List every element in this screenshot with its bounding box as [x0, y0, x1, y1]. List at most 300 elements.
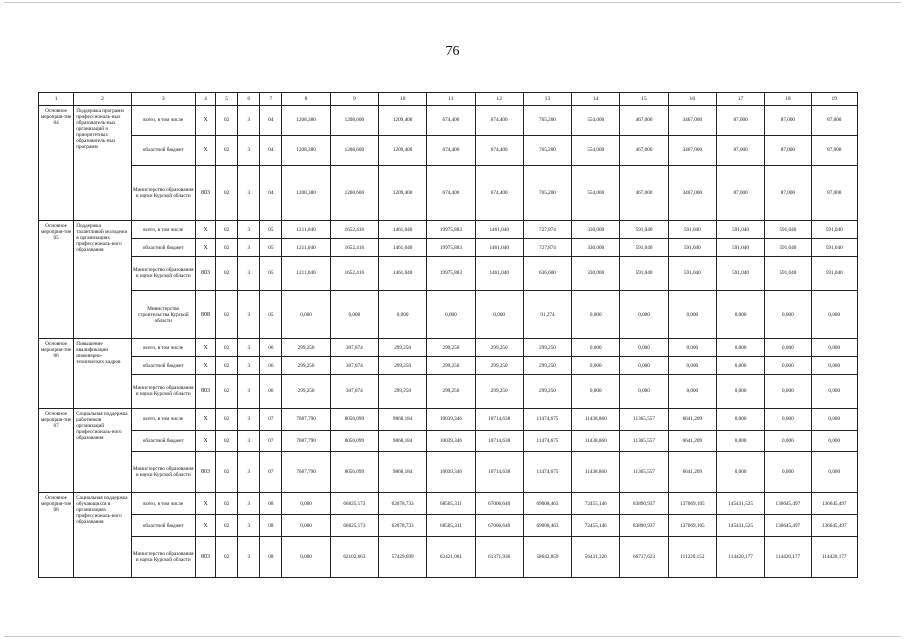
budget-code-cell: 3	[238, 239, 260, 257]
amount-cell: 299,250	[523, 375, 571, 408]
table-row	[39, 452, 858, 493]
funding-source-cell: всего, в том числе	[131, 106, 195, 136]
budget-code-cell: 02	[216, 408, 238, 430]
amount-cell: 57429,699	[378, 537, 426, 578]
table-row	[39, 515, 858, 537]
amount-cell: 145431,525	[716, 493, 764, 515]
amount-cell: 0,000	[811, 357, 857, 375]
amount-cell: 591,040	[668, 221, 716, 239]
amount-cell: 307,874	[330, 339, 378, 357]
funding-source-cell: всего, в том числе	[131, 221, 195, 239]
budget-code-cell: 3	[238, 339, 260, 357]
funding-source-cell: областной бюджет	[131, 357, 195, 375]
amount-cell: 7687,790	[282, 452, 330, 493]
amount-cell: 0,000	[620, 357, 668, 375]
budget-code-cell: 3	[238, 290, 260, 339]
amount-cell: 10039,346	[427, 430, 475, 452]
budget-code-cell: 05	[260, 290, 282, 339]
budget-code-cell: 05	[260, 239, 282, 257]
column-number-5: 5	[216, 93, 238, 106]
amount-cell: 87,000	[765, 165, 811, 221]
amount-cell: 0,000	[811, 408, 857, 430]
amount-cell: 591,040	[620, 257, 668, 290]
budget-code-cell: 3	[238, 106, 260, 136]
amount-cell: 137069,105	[668, 493, 716, 515]
amount-cell: 6641,209	[668, 430, 716, 452]
amount-cell: 62078,733	[378, 493, 426, 515]
budget-code-cell: 803	[195, 257, 215, 290]
amount-cell: 299,250	[282, 339, 330, 357]
amount-cell: 56431,326	[572, 537, 620, 578]
amount-cell: 66825,173	[330, 493, 378, 515]
budget-code-cell: X	[195, 221, 215, 239]
amount-cell: 1208,600	[330, 106, 378, 136]
amount-cell: 299,250	[523, 339, 571, 357]
budget-code-cell: 3	[238, 221, 260, 239]
amount-cell: 11438,860	[572, 452, 620, 493]
top-rule	[4, 2, 901, 3]
amount-cell: 591,040	[811, 221, 857, 239]
amount-cell: 68505,311	[427, 493, 475, 515]
amount-cell: 0,000	[765, 290, 811, 339]
budget-code-cell: 3	[238, 375, 260, 408]
table-row	[39, 106, 858, 136]
amount-cell: 1461,040	[378, 239, 426, 257]
amount-cell: 0,000	[282, 537, 330, 578]
amount-cell: 62421,061	[427, 537, 475, 578]
amount-cell: 11474,675	[523, 430, 571, 452]
amount-cell: 68505,311	[427, 515, 475, 537]
amount-cell: 299,250	[427, 375, 475, 408]
amount-cell: 1652,416	[330, 257, 378, 290]
amount-cell: 591,040	[620, 221, 668, 239]
amount-cell: 0,000	[282, 515, 330, 537]
event-name-cell: Поддержка программ профессиональ-ных образователь-ных организаций и приоритетных образователь-ных программ	[74, 106, 131, 221]
budget-code-cell: X	[195, 430, 215, 452]
amount-cell: 0,000	[765, 375, 811, 408]
funding-source-cell: Министерство образования и науки Курской области	[131, 257, 195, 290]
amount-cell: 69008,463	[523, 515, 571, 537]
budget-code-cell: 803	[195, 375, 215, 408]
amount-cell: 0,000	[668, 290, 716, 339]
budget-code-cell: 06	[260, 357, 282, 375]
amount-cell: 299,250	[475, 357, 523, 375]
budget-code-cell: 3	[238, 515, 260, 537]
amount-cell: 10714,638	[475, 452, 523, 493]
event-number-cell: Основное мероприя-тие 07	[39, 408, 74, 493]
column-number-14: 14	[572, 93, 620, 106]
amount-cell: 1461,040	[475, 257, 523, 290]
amount-cell: 19975,883	[427, 239, 475, 257]
amount-cell: 0,000	[668, 357, 716, 375]
amount-cell: 0,000	[811, 290, 857, 339]
amount-cell: 0,000	[572, 339, 620, 357]
budget-code-cell: 803	[195, 537, 215, 578]
column-number-3: 3	[131, 93, 195, 106]
amount-cell: 1208,600	[330, 135, 378, 165]
amount-cell: 114420,177	[765, 537, 811, 578]
table-header-row	[39, 93, 858, 106]
amount-cell: 87,000	[765, 106, 811, 136]
amount-cell: 145431,525	[716, 515, 764, 537]
amount-cell: 0,000	[811, 452, 857, 493]
amount-cell: 9868,184	[378, 430, 426, 452]
table-row	[39, 408, 858, 430]
budget-code-cell: 07	[260, 430, 282, 452]
amount-cell: 467,000	[620, 135, 668, 165]
budget-code-cell: 02	[216, 537, 238, 578]
amount-cell: 114420,177	[811, 537, 857, 578]
amount-cell: 0,000	[572, 357, 620, 375]
budget-code-cell: 02	[216, 493, 238, 515]
amount-cell: 0,000	[668, 375, 716, 408]
budget-code-cell: 3	[238, 408, 260, 430]
amount-cell: 87,000	[811, 106, 857, 136]
budget-code-cell: 02	[216, 430, 238, 452]
budget-code-cell: 3	[238, 430, 260, 452]
budget-code-cell: 808	[195, 290, 215, 339]
funding-source-cell: всего, в том числе	[131, 339, 195, 357]
amount-cell: 0,000	[811, 375, 857, 408]
bottom-rule	[4, 636, 901, 637]
amount-cell: 136645,497	[811, 515, 857, 537]
amount-cell: 114420,177	[716, 537, 764, 578]
amount-cell: 69008,463	[523, 493, 571, 515]
amount-cell: 591,040	[716, 239, 764, 257]
amount-cell: 554,000	[572, 135, 620, 165]
amount-cell: 83890,937	[620, 515, 668, 537]
amount-cell: 299,250	[378, 339, 426, 357]
amount-cell: 19975,883	[427, 221, 475, 239]
amount-cell: 1211,040	[282, 257, 330, 290]
amount-cell: 87,000	[716, 106, 764, 136]
amount-cell: 0,000	[716, 339, 764, 357]
amount-cell: 72455,146	[572, 493, 620, 515]
amount-cell: 765,200	[523, 135, 571, 165]
column-number-15: 15	[620, 93, 668, 106]
amount-cell: 8056,099	[330, 452, 378, 493]
budget-table-body	[39, 93, 858, 578]
amount-cell: 0,000	[716, 408, 764, 430]
amount-cell: 591,040	[668, 239, 716, 257]
budget-code-cell: 02	[216, 135, 238, 165]
column-number-16: 16	[668, 93, 716, 106]
amount-cell: 66717,623	[620, 537, 668, 578]
amount-cell: 11365,557	[620, 408, 668, 430]
budget-code-cell: 02	[216, 452, 238, 493]
amount-cell: 0,000	[378, 290, 426, 339]
amount-cell: 9868,184	[378, 408, 426, 430]
amount-cell: 87,000	[765, 135, 811, 165]
budget-code-cell: 07	[260, 452, 282, 493]
column-number-11: 11	[427, 93, 475, 106]
column-number-7: 7	[260, 93, 282, 106]
amount-cell: 0,000	[620, 339, 668, 357]
budget-code-cell: 3	[238, 165, 260, 221]
amount-cell: 591,040	[765, 257, 811, 290]
amount-cell: 299,250	[282, 375, 330, 408]
amount-cell: 136645,497	[765, 493, 811, 515]
amount-cell: 87,000	[811, 165, 857, 221]
amount-cell: 765,200	[523, 106, 571, 136]
amount-cell: 136645,497	[765, 515, 811, 537]
budget-code-cell: 02	[216, 290, 238, 339]
amount-cell: 3467,000	[668, 135, 716, 165]
budget-code-cell: 02	[216, 165, 238, 221]
budget-code-cell: 04	[260, 165, 282, 221]
amount-cell: 0,000	[282, 493, 330, 515]
amount-cell: 58642,859	[523, 537, 571, 578]
budget-code-cell: 04	[260, 106, 282, 136]
budget-code-cell: 02	[216, 357, 238, 375]
amount-cell: 299,250	[475, 339, 523, 357]
column-number-9: 9	[330, 93, 378, 106]
amount-cell: 727,874	[523, 221, 571, 239]
budget-code-cell: 05	[260, 221, 282, 239]
budget-code-cell: 3	[238, 357, 260, 375]
column-number-12: 12	[475, 93, 523, 106]
column-number-17: 17	[716, 93, 764, 106]
amount-cell: 674,400	[427, 135, 475, 165]
budget-code-cell: 02	[216, 239, 238, 257]
amount-cell: 136645,497	[811, 493, 857, 515]
funding-source-cell: областной бюджет	[131, 515, 195, 537]
amount-cell: 727,874	[523, 239, 571, 257]
amount-cell: 591,040	[716, 221, 764, 239]
funding-source-cell: областной бюджет	[131, 239, 195, 257]
table-row	[39, 165, 858, 221]
amount-cell: 0,000	[475, 290, 523, 339]
amount-cell: 299,250	[475, 375, 523, 408]
funding-source-cell: Министерство строительства Курской области	[131, 290, 195, 339]
budget-code-cell: 02	[216, 375, 238, 408]
amount-cell: 10039,346	[427, 452, 475, 493]
amount-cell: 0,000	[620, 375, 668, 408]
amount-cell: 1209,400	[378, 165, 426, 221]
amount-cell: 87,000	[716, 165, 764, 221]
amount-cell: 1652,416	[330, 239, 378, 257]
amount-cell: 19975,883	[427, 257, 475, 290]
budget-code-cell: X	[195, 408, 215, 430]
amount-cell: 0,000	[572, 290, 620, 339]
budget-code-cell: 06	[260, 339, 282, 357]
budget-code-cell: 05	[260, 257, 282, 290]
amount-cell: 111220,152	[668, 537, 716, 578]
amount-cell: 0,000	[427, 290, 475, 339]
table-row	[39, 430, 858, 452]
page-number: 76	[445, 44, 460, 59]
amount-cell: 10039,346	[427, 408, 475, 430]
amount-cell: 62078,733	[378, 515, 426, 537]
table-row	[39, 257, 858, 290]
amount-cell: 591,040	[811, 239, 857, 257]
funding-source-cell: Министерство образования и науки Курской области	[131, 165, 195, 221]
amount-cell: 1208,600	[330, 165, 378, 221]
column-number-18: 18	[765, 93, 811, 106]
amount-cell: 7687,790	[282, 408, 330, 430]
budget-code-cell: 08	[260, 515, 282, 537]
amount-cell: 0,000	[716, 357, 764, 375]
amount-cell: 0,000	[765, 357, 811, 375]
amount-cell: 674,400	[475, 165, 523, 221]
amount-cell: 330,000	[572, 221, 620, 239]
amount-cell: 0,000	[716, 375, 764, 408]
amount-cell: 591,040	[620, 239, 668, 257]
amount-cell: 299,250	[282, 357, 330, 375]
amount-cell: 11474,675	[523, 452, 571, 493]
amount-cell: 330,000	[572, 239, 620, 257]
amount-cell: 11438,860	[572, 430, 620, 452]
amount-cell: 0,000	[811, 430, 857, 452]
budget-code-cell: X	[195, 239, 215, 257]
amount-cell: 0,000	[620, 290, 668, 339]
amount-cell: 299,250	[523, 357, 571, 375]
budget-code-cell: 02	[216, 339, 238, 357]
amount-cell: 0,000	[668, 339, 716, 357]
budget-code-cell: 3	[238, 493, 260, 515]
amount-cell: 1461,040	[378, 257, 426, 290]
amount-cell: 0,000	[572, 375, 620, 408]
budget-code-cell: 803	[195, 165, 215, 221]
budget-code-cell: 803	[195, 452, 215, 493]
funding-source-cell: Министерство образования и науки Курской области	[131, 375, 195, 408]
amount-cell: 91,274	[523, 290, 571, 339]
amount-cell: 1209,400	[378, 135, 426, 165]
amount-cell: 3467,000	[668, 106, 716, 136]
amount-cell: 1208,380	[282, 106, 330, 136]
budget-code-cell: 02	[216, 221, 238, 239]
column-number-13: 13	[523, 93, 571, 106]
amount-cell: 554,000	[572, 106, 620, 136]
budget-code-cell: 02	[216, 257, 238, 290]
column-number-2: 2	[74, 93, 131, 106]
amount-cell: 674,400	[427, 106, 475, 136]
amount-cell: 0,000	[716, 430, 764, 452]
budget-code-cell: 3	[238, 537, 260, 578]
event-name-cell: Повышение квалификации инженерно-технических кадров	[74, 339, 131, 408]
amount-cell: 0,000	[716, 452, 764, 493]
amount-cell: 674,400	[475, 106, 523, 136]
amount-cell: 7687,790	[282, 430, 330, 452]
funding-source-cell: Министерство образования и науки Курской области	[131, 537, 195, 578]
amount-cell: 765,200	[523, 165, 571, 221]
budget-code-cell: X	[195, 135, 215, 165]
amount-cell: 6641,209	[668, 452, 716, 493]
amount-cell: 11438,860	[572, 408, 620, 430]
table-row	[39, 239, 858, 257]
amount-cell: 0,000	[811, 339, 857, 357]
funding-source-cell: Министерство образования и науки Курской области	[131, 452, 195, 493]
event-name-cell: Социальная поддержка работников организаций профессиональ-ного образования	[74, 408, 131, 493]
event-number-cell: Основное мероприя-тие 06	[39, 339, 74, 408]
funding-source-cell: всего, в том числе	[131, 493, 195, 515]
budget-code-cell: 02	[216, 515, 238, 537]
amount-cell: 1461,040	[475, 221, 523, 239]
amount-cell: 11365,557	[620, 452, 668, 493]
amount-cell: 72455,146	[572, 515, 620, 537]
amount-cell: 9868,184	[378, 452, 426, 493]
funding-source-cell: всего, в том числе	[131, 408, 195, 430]
amount-cell: 1208,380	[282, 135, 330, 165]
budget-table	[38, 92, 858, 578]
budget-code-cell: X	[195, 357, 215, 375]
amount-cell: 137069,105	[668, 515, 716, 537]
column-number-4: 4	[195, 93, 215, 106]
amount-cell: 1461,040	[475, 239, 523, 257]
amount-cell: 61371,936	[475, 537, 523, 578]
table-row	[39, 375, 858, 408]
table-row	[39, 290, 858, 339]
amount-cell: 8056,099	[330, 408, 378, 430]
table-row	[39, 537, 858, 578]
column-number-8: 8	[282, 93, 330, 106]
amount-cell: 67006,640	[475, 515, 523, 537]
table-row	[39, 135, 858, 165]
amount-cell: 10714,638	[475, 408, 523, 430]
amount-cell: 307,874	[330, 375, 378, 408]
amount-cell: 591,040	[765, 221, 811, 239]
event-name-cell: Поддержка талантливой молодежи в организациях профессиональ-ного образования	[74, 221, 131, 339]
table-row	[39, 493, 858, 515]
amount-cell: 467,000	[620, 165, 668, 221]
amount-cell: 3467,000	[668, 165, 716, 221]
budget-code-cell: 04	[260, 135, 282, 165]
budget-code-cell: 06	[260, 375, 282, 408]
budget-code-cell: 02	[216, 106, 238, 136]
budget-code-cell: X	[195, 515, 215, 537]
budget-code-cell: X	[195, 339, 215, 357]
column-number-1: 1	[39, 93, 74, 106]
amount-cell: 1461,040	[378, 221, 426, 239]
amount-cell: 87,000	[811, 135, 857, 165]
amount-cell: 11365,557	[620, 430, 668, 452]
amount-cell: 554,000	[572, 165, 620, 221]
amount-cell: 87,000	[716, 135, 764, 165]
amount-cell: 66825,173	[330, 515, 378, 537]
amount-cell: 1652,416	[330, 221, 378, 239]
amount-cell: 591,040	[668, 257, 716, 290]
amount-cell: 467,000	[620, 106, 668, 136]
funding-source-cell: областной бюджет	[131, 430, 195, 452]
table-row	[39, 357, 858, 375]
table-row	[39, 339, 858, 357]
event-number-cell: Основное мероприя-тие 08	[39, 493, 74, 578]
amount-cell: 6641,209	[668, 408, 716, 430]
amount-cell: 1211,040	[282, 221, 330, 239]
budget-code-cell: X	[195, 493, 215, 515]
amount-cell: 636,600	[523, 257, 571, 290]
amount-cell: 0,000	[716, 290, 764, 339]
amount-cell: 674,400	[427, 165, 475, 221]
event-name-cell: Социальная поддержка обучающихся в организациях профессиональ-ного образования	[74, 493, 131, 578]
budget-code-cell: X	[195, 106, 215, 136]
column-number-6: 6	[238, 93, 260, 106]
amount-cell: 674,400	[475, 135, 523, 165]
column-number-10: 10	[378, 93, 426, 106]
event-number-cell: Основное мероприя-тие 04	[39, 106, 74, 221]
amount-cell: 591,040	[716, 257, 764, 290]
amount-cell: 591,040	[811, 257, 857, 290]
amount-cell: 307,874	[330, 357, 378, 375]
amount-cell: 0,000	[765, 339, 811, 357]
budget-code-cell: 3	[238, 452, 260, 493]
amount-cell: 67006,640	[475, 493, 523, 515]
amount-cell: 299,250	[427, 339, 475, 357]
amount-cell: 62102,663	[330, 537, 378, 578]
amount-cell: 0,000	[765, 452, 811, 493]
budget-code-cell: 07	[260, 408, 282, 430]
amount-cell: 0,000	[765, 408, 811, 430]
